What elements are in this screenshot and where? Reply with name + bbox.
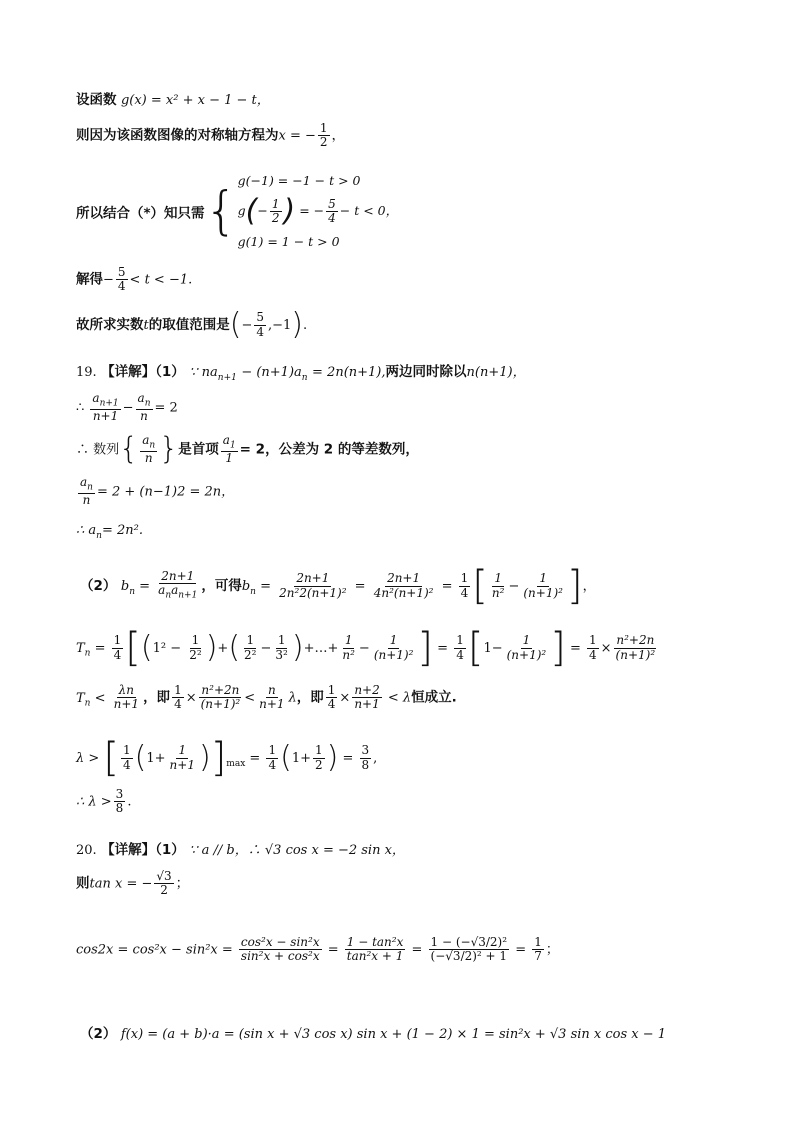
line-q20-part2: （2） f(x) = (a + b)·a = (sin x + √3 cos x) sin x + (1 − 2) × 1 = sin²x + √3 sin x cos x − 1 xyxy=(80,1026,667,1042)
line-q20-tan: 则tan x = − $\frac{√3}{2}$ ； xyxy=(76,869,190,898)
line-solution-range: 解得− $\frac{5}{4}$ < t < −1. xyxy=(76,265,193,294)
line-q19-difference: ∴ $\frac{a_{n+1}}{n+1}$ − $\frac{a_n}{n}$ = 2 xyxy=(76,391,178,424)
line-q19-Tn-sum: $T_n$ = $\frac{1}{4}$ [(1² − $\frac{1}{\text{2²}}$ )+( $\frac{1}{\text{2²}}$ − $\frac{1}{\text{3²}}$ )+…+ $\frac{1}{\text{n²}}$ − $\frac{1}{\text{(n+1)²}}$ ] = $\frac{1}{4}$ [1− $\frac{1}{\text{(n+1)²}}$ ] = $\frac{1}{4}$ × $\frac{\text{n²+2n}}{\text{(n+1)²}}$ xyxy=(76,625,656,671)
line-q19-conclusion: ∴ λ > $\frac{3}{8}$ . xyxy=(76,787,132,816)
line-g-definition: 设函数 g(x) = x² + x − 1 − t， xyxy=(76,92,270,108)
line-system-condition: 所以结合（*）知只需{ g(−1) = −1 − t > 0 g(− $\frac{1}{2}$ ) = − $\frac{5}{4}$ − t < 0， g(1) = 1 − t > 0 xyxy=(76,166,398,257)
line-q19-an: ∴ $a_n= 2n^2$. xyxy=(76,523,143,541)
left-brace: { xyxy=(204,181,238,242)
line-q20-part1: 20. 【详解】（1） ∵ a // b，∴ √3 cos x = −2 sin x， xyxy=(76,842,405,858)
line-q19-part2-bn: （2） $b_n$ = $\frac{2n+1}{a_na_{n+1}}$ ，可得$b_n$ = $\frac{2n+1}{\text{2n²2(n+1)²}}$ = $\frac{2n+1}{\text{4n²(n+1)²}}$ = $\frac{1}{4}$ [ $\frac{1}{\text{n²}}$ − $\frac{1}{\text{(n+1)²}}$ ]， xyxy=(80,563,596,609)
line-q19-arith-seq: ∴ 数列{ $\frac{a_n}{n}$ }是首项 $\frac{a_1}{1}$ = 2，公差为 2 的等差数列， xyxy=(76,431,419,467)
fraction-half: $\frac{1}{2}$ xyxy=(319,121,328,150)
line-q19-inequality: $T_n$ < $\frac{\lambda n}{n+1}$ ，即 $\frac{1}{4}$ × $\frac{\text{n²+2n}}{\text{(n+1)²}}$ < $\frac{n}{n+1}$ λ，即 $\frac{1}{4}$ × $\frac{n+2}{n+1}$ < λ恒成立. xyxy=(76,683,457,712)
line-q19-lambda-max: λ > [ $\frac{1}{4}$ (1+ $\frac{1}{n+1}$ )]$_{max}$ = $\frac{1}{4}$ (1+ $\frac{1}{2}$ ) = $\frac{3}{8}$ , xyxy=(76,735,378,781)
inequality-system: g(−1) = −1 − t > 0 g(− $\frac{1}{2}$ ) = − $\frac{5}{4}$ − t < 0， g(1) = 1 − t > 0 xyxy=(237,173,399,249)
line-q19-part1: 19. 【详解】（1） ∵ $na_{n+1} - (n+1)a_n = 2n(n+1)$,两边同时除以n(n+1)， xyxy=(76,364,526,383)
line-q20-cos2x: cos2x = cos²x − sin²x = $\frac{\text{cos²x − sin²x}}{\text{sin²x + cos²x}}$ = $\frac{\text{1 − tan²x}}{\text{tan²x + 1}}$ = $\frac{\text{1 − (−√3/2)²}}{\text{(−√3/2)² + 1}}$ = $\frac{1}{7}$ ； xyxy=(76,935,559,964)
line-final-answer-18: 故所求实数t的取值范围是(− $\frac{5}{4}$ ,−1). xyxy=(76,307,308,342)
line-q19-general-term: $\frac{a_n}{n}$ = 2 + (n−1)2 = 2n， xyxy=(80,475,235,508)
line-symmetry-axis: 则因为该函数图像的对称轴方程为x = − $\frac{1}{2}$ ， xyxy=(76,121,346,150)
